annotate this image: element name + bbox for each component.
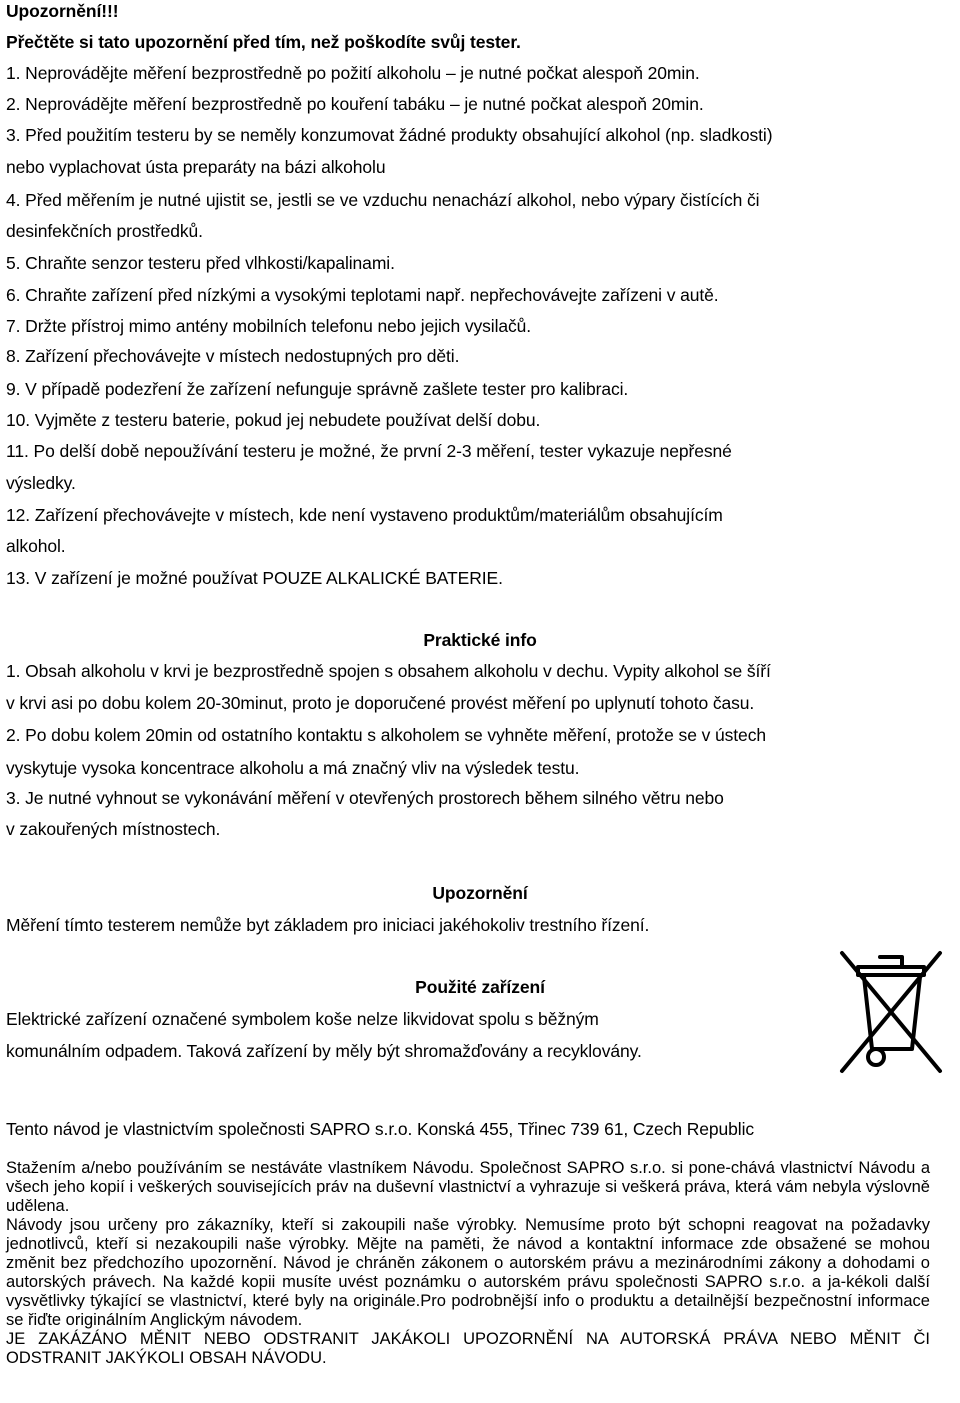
warning-item: 6. Chraňte zařízení před nízkými a vysokými teplotami např. nepřechovávejte zařízeni v autě. [6, 285, 719, 305]
warning-item: 12. Zařízení přechovávejte v místech, kde není vystaveno produktům/materiálům obsahujícím [6, 505, 723, 525]
notice-text: Měření tímto testerem nemůže byt základem pro iniciaci jakéhokoliv trestního řízení. [6, 915, 650, 935]
warning-item: 8. Zařízení přechovávejte v místech nedostupných pro děti. [6, 346, 460, 366]
warning-item: 11. Po delší době nepoužívání testeru je možné, že první 2-3 měření, tester vykazuje nepřesné [6, 441, 732, 461]
warning-item: alkohol. [6, 536, 66, 556]
legal-paragraph: JE ZAKÁZÁNO MĚNIT NEBO ODSTRANIT JAKÁKOLI UPOZORNĚNÍ NA AUTORSKÁ PRÁVA NEBO MĚNIT ČI ODSTRANIT JAKÝKOLI OBSAH NÁVODU. [6, 1330, 930, 1367]
disposal-title: Použité zařízení [415, 977, 545, 997]
warning-item: 1. Neprovádějte měření bezprostředně po požití alkoholu – je nutné počkat alespoň 20min. [6, 63, 700, 83]
warning-item: 10. Vyjměte z testeru baterie, pokud jej nebudete používat delší dobu. [6, 410, 541, 430]
warning-item: 5. Chraňte senzor testeru před vlhkosti/kapalinami. [6, 253, 395, 273]
warning-item: nebo vyplachovat ústa preparáty na bázi alkoholu [6, 157, 386, 177]
disposal-text: Elektrické zařízení označené symbolem koše nelze likvidovat spolu s běžným [6, 1009, 599, 1029]
crossed-out-wheelie-bin-icon [832, 945, 950, 1077]
warning-subtitle: Přečtěte si tato upozornění před tím, než poškodíte svůj tester. [6, 32, 521, 52]
warning-item: desinfekčních prostředků. [6, 221, 203, 241]
notice-title: Upozornění [432, 883, 528, 903]
practical-item: 1. Obsah alkoholu v krvi je bezprostředně spojen s obsahem alkoholu v dechu. Vypity alkohol se šíří [6, 661, 771, 681]
warning-item: 3. Před použitím testeru by se neměly konzumovat žádné produkty obsahující alkohol (np. sladkosti) [6, 125, 773, 145]
warning-item: 2. Neprovádějte měření bezprostředně po kouření tabáku – je nutné počkat alespoň 20min. [6, 94, 704, 114]
legal-paragraph: Návody jsou určeny pro zákazníky, kteří si zakoupili naše výrobky. Nemusíme proto být schopni reagovat na požadavky jednotlivců, kteří si nezakoupili naše výrobky. Mějte na paměti, že návod a kontaktní informace zde obsažené se mohou změnit bez předchozího upozornění. Návod je chráněn zákonem o autorském právu a mezinárodními zákony a dohodami o autorských právech. Na každé kopii musíte uvést poznámku o autorském právu společnosti SAPRO s.r.o. a ja-kékoli další vysvětlivky týkající se vlastnictví, které byly na originále.Pro podrobnější info o produktu a detailnější bezpečnostní informace se řiďte originálním Anglickým návodem. [6, 1216, 930, 1329]
warning-item: výsledky. [6, 473, 76, 493]
practical-item: 2. Po dobu kolem 20min od ostatního kontaktu s alkoholem se vyhněte měření, protože se v ústech [6, 725, 766, 745]
practical-item: v krvi asi po dobu kolem 20-30minut, proto je doporučené provést měření po uplynutí tohoto času. [6, 693, 755, 713]
warning-item: 7. Držte přístroj mimo antény mobilních telefonu nebo jejich vysilačů. [6, 316, 532, 336]
practical-item: 3. Je nutné vyhnout se vykonávání měření v otevřených prostorech během silného větru nebo [6, 788, 724, 808]
warning-item: 4. Před měřením je nutné ujistit se, jestli se ve vzduchu nenachází alkohol, nebo výpary čistících či [6, 190, 760, 210]
legal-text [6, 1159, 930, 1368]
warning-item: 9. V případě podezření že zařízení nefunguje správně zašlete tester pro kalibraci. [6, 379, 629, 399]
disposal-text: komunálním odpadem. Taková zařízení by měly být shromažďovány a recyklovány. [6, 1041, 642, 1061]
practical-item: vyskytuje vysoka koncentrace alkoholu a má značný vliv na výsledek testu. [6, 758, 580, 778]
practical-title: Praktické info [423, 630, 537, 650]
ownership-notice: Tento návod je vlastnictvím společnosti SAPRO s.r.o. Konská 455, Třinec 739 61, Czech Republic [6, 1119, 755, 1139]
warning-title: Upozornění!!! [6, 1, 119, 21]
practical-item: v zakouřených místnostech. [6, 819, 221, 839]
warning-item: 13. V zařízení je možné používat POUZE ALKALICKÉ BATERIE. [6, 568, 503, 588]
legal-paragraph: Stažením a/nebo používáním se nestáváte vlastníkem Návodu. Společnost SAPRO s.r.o. si pone-chává vlastnictví Návodu a všech jeho kopií i veškerých souvisejících práv na duševní vlastnictví a vyhrazuje si veškerá práva, která vám nebyla výslovně udělena. [6, 1159, 930, 1215]
